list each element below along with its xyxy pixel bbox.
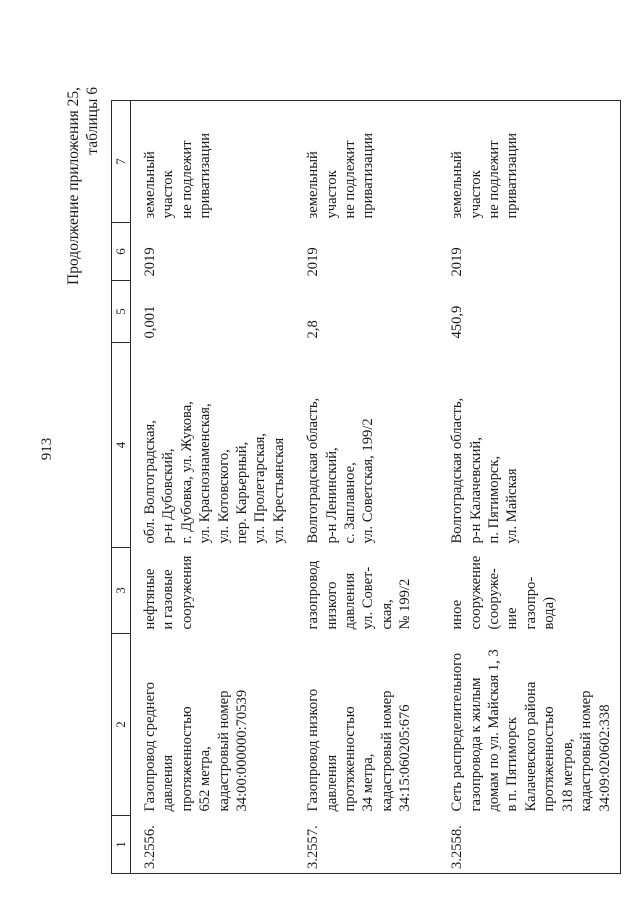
object-name-line: в п. Пятиморск bbox=[504, 717, 521, 812]
object-address-cell bbox=[131, 343, 295, 548]
object-type-line: (сооруже- bbox=[486, 568, 503, 630]
property-table bbox=[111, 100, 621, 874]
object-address-line: ул. Крестьянская bbox=[270, 437, 287, 544]
object-value-cell: 2,8 bbox=[305, 320, 322, 339]
object-type-line: газопро- bbox=[522, 576, 539, 630]
object-note-line: участок bbox=[323, 170, 340, 219]
header-row bbox=[112, 101, 131, 874]
object-name-line: кадастровый номер bbox=[578, 690, 595, 812]
table-row bbox=[438, 101, 620, 874]
object-name-cell bbox=[438, 634, 620, 816]
object-address-line: Волгоградская область, bbox=[305, 397, 322, 544]
caption-line-1: Продолжение приложения 25, bbox=[65, 87, 82, 285]
object-address-line: ул. Котовского, bbox=[215, 449, 232, 544]
header-cell: 3 bbox=[112, 548, 131, 634]
object-note-line: не подлежит bbox=[486, 140, 503, 219]
object-note-cell bbox=[438, 101, 620, 223]
object-type-line: ул. Совет- bbox=[360, 566, 377, 630]
object-type-line: № 199/2 bbox=[397, 578, 414, 630]
object-name-line: 34:09:020602:338 bbox=[596, 704, 613, 812]
object-type-line: низкого bbox=[323, 581, 340, 630]
object-name-line: 34 метра, bbox=[360, 753, 377, 812]
object-name-line: протяженностью bbox=[342, 706, 359, 812]
object-note-line: земельный bbox=[449, 151, 466, 219]
object-name-line: давления bbox=[323, 754, 340, 812]
object-name-line: домам по ул. Майская 1, 3 bbox=[486, 649, 503, 812]
object-value-cell: 0,001 bbox=[142, 305, 158, 339]
object-address-line: ул. Советская, 199/2 bbox=[360, 418, 377, 544]
header-cell: 4 bbox=[112, 343, 131, 548]
object-type-cell bbox=[438, 548, 620, 634]
object-note-line: не подлежит bbox=[342, 140, 359, 219]
object-name-cell bbox=[131, 634, 295, 816]
object-name-line: 318 метров, bbox=[559, 738, 576, 812]
object-name-line: Сеть распределительного bbox=[449, 652, 466, 812]
header-cell: 2 bbox=[112, 634, 131, 816]
object-value-cell: 450,9 bbox=[438, 281, 620, 343]
object-name-line: Газопровод низкого bbox=[305, 688, 322, 812]
object-type-line: иное bbox=[449, 599, 466, 630]
object-address-line: ул. Пролетарская, bbox=[252, 433, 269, 544]
object-address-line: пер. Карьерный, bbox=[234, 441, 251, 544]
object-name-cell bbox=[294, 634, 438, 816]
object-note-cell bbox=[131, 101, 295, 223]
table-row bbox=[131, 101, 295, 874]
header-cell: 7 bbox=[112, 101, 131, 223]
object-note-line: участок bbox=[160, 170, 177, 219]
header-cell: 6 bbox=[112, 223, 131, 281]
object-note-cell bbox=[294, 101, 438, 223]
header-cell: 5 bbox=[112, 281, 131, 343]
object-name-line: Калачевского района bbox=[522, 681, 539, 812]
object-note-line: участок bbox=[467, 170, 484, 219]
object-note-line: земельный bbox=[142, 151, 158, 219]
object-type-cell bbox=[131, 548, 295, 634]
object-address-cell bbox=[294, 343, 438, 548]
object-note-line: не подлежит bbox=[178, 140, 195, 219]
header-cell: 1 bbox=[112, 816, 131, 874]
object-name-line: кадастровый номер bbox=[378, 690, 395, 812]
object-note-line: приватизации bbox=[197, 132, 214, 219]
row-number-cell: 3.2558. bbox=[438, 816, 620, 874]
row-number-cell: 3.2557. bbox=[294, 816, 438, 874]
object-address-line: п. Пятиморск, bbox=[486, 455, 503, 544]
object-type-line: ская, bbox=[378, 599, 395, 630]
page-number: 913 bbox=[39, 437, 55, 461]
table-caption bbox=[64, 87, 102, 285]
object-name-line: 34:00:000000:70539 bbox=[234, 689, 251, 812]
object-year-cell: 2019 bbox=[142, 247, 158, 277]
row-number-cell: 3.2556. bbox=[131, 816, 295, 874]
object-type-line: нефтяные bbox=[142, 568, 158, 630]
object-type-line: давления bbox=[342, 572, 359, 630]
object-name-line: 652 метра, bbox=[197, 746, 214, 812]
object-year-cell: 2019 bbox=[438, 223, 620, 281]
object-name-line: давления bbox=[160, 754, 177, 812]
caption-line-2: таблицы 6 bbox=[84, 87, 101, 155]
object-type-line: сооружения bbox=[178, 555, 195, 630]
object-type-line: и газовые bbox=[160, 569, 177, 630]
object-name-line: протяженностью bbox=[178, 706, 195, 812]
object-note-line: приватизации bbox=[504, 132, 521, 219]
object-type-line: ние bbox=[504, 607, 521, 630]
object-note-line: земельный bbox=[305, 151, 322, 219]
object-address-line: Волгоградская область, bbox=[449, 397, 466, 544]
object-address-line: г. Дубовка, ул. Жукова, bbox=[178, 401, 195, 544]
table-row bbox=[294, 101, 438, 874]
object-address-line: обл. Волгоградская, bbox=[142, 420, 158, 544]
object-type-line: сооружение bbox=[467, 555, 484, 630]
object-name-line: кадастровый номер bbox=[215, 690, 232, 812]
object-name-line: Газопровод среднего bbox=[142, 682, 158, 812]
object-address-line: р-н Калачевский, bbox=[467, 437, 484, 544]
object-type-line: газопровод bbox=[305, 560, 322, 630]
object-name-line: протяженностью bbox=[541, 706, 558, 812]
object-name-line: 34:15:060205:676 bbox=[397, 704, 414, 812]
object-type-line: вода) bbox=[541, 597, 558, 630]
object-address-line: р-н Ленинский, bbox=[323, 447, 340, 544]
object-type-cell bbox=[294, 548, 438, 634]
object-address-cell bbox=[438, 343, 620, 548]
object-name-line: газопровода к жилым bbox=[467, 677, 484, 812]
object-address-line: ул. Майская bbox=[504, 468, 521, 544]
object-note-line: приватизации bbox=[360, 132, 377, 219]
object-year-cell: 2019 bbox=[305, 247, 322, 277]
object-address-line: ул. Краснознаменская, bbox=[197, 403, 214, 544]
object-address-line: р-н Дубовский, bbox=[160, 448, 177, 544]
object-address-line: с. Заплавное, bbox=[342, 462, 359, 544]
